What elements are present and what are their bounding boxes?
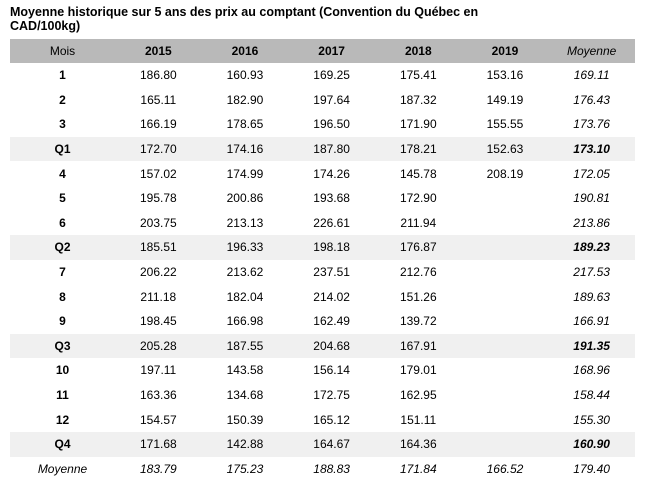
value-cell: 213.13 [226,215,264,230]
row-label-cell: Q3 [10,334,115,359]
value-cell: 178.65 [226,117,264,132]
value-cell [462,383,549,408]
value-cell [462,235,549,260]
value-cell: 166.98 [226,314,264,329]
moyenne-cell: 213.86 [573,215,610,230]
moyenne-cell: 189.63 [573,289,610,304]
moyenne-cell: 166.91 [573,314,610,329]
value-cell: 212.76 [399,265,437,280]
value-cell: 185.51 [115,235,202,260]
value-cell: 151.11 [400,412,437,427]
table-row [10,309,635,334]
value-cell [462,260,549,285]
table-row [10,112,635,137]
value-cell: 179.01 [399,363,437,378]
value-cell: 174.16 [202,137,289,162]
value-cell: 163.36 [139,388,177,403]
table-body [10,63,635,481]
moyenne-cell: 190.81 [573,191,610,206]
value-cell: 175.23 [226,461,264,476]
value-cell: 186.80 [139,68,177,83]
value-cell: 164.67 [288,432,375,457]
row-label-cell: 7 [59,265,66,280]
moyenne-cell: 179.40 [573,461,610,476]
table-row [10,407,635,432]
value-cell [462,284,549,309]
value-cell: 142.88 [202,432,289,457]
value-cell: 175.41 [399,68,437,83]
value-cell: 151.26 [399,289,437,304]
row-label-cell: Q1 [10,137,115,162]
value-cell: 226.61 [313,215,350,230]
row-label-cell: 3 [59,117,66,132]
row-label-cell: 6 [59,215,66,230]
row-label-cell: 11 [56,388,69,403]
price-table [10,39,635,481]
column-header-moyenne: Moyenne [548,39,635,63]
moyenne-cell: 189.23 [548,235,635,260]
value-cell: 200.86 [226,191,264,206]
table-row [10,161,635,186]
value-cell: 193.68 [313,191,350,206]
moyenne-cell: 155.30 [573,412,610,427]
value-cell: 198.18 [288,235,375,260]
value-cell: 197.64 [313,92,350,107]
moyenne-cell: 169.11 [573,68,610,83]
moyenne-cell: 173.10 [548,137,635,162]
quarter-row [10,137,635,162]
value-cell: 171.84 [399,461,437,476]
value-cell: 153.16 [486,68,524,83]
value-cell: 154.57 [139,412,177,427]
value-cell: 145.78 [399,166,437,181]
value-cell: 149.19 [486,92,524,107]
page-title: Moyenne historique sur 5 ans des prix au comptant (Convention du Québec en CAD/100kg) [10,5,479,33]
value-cell: 204.68 [288,334,375,359]
column-header-2018: 2018 [375,39,462,63]
value-cell: 187.32 [399,92,437,107]
value-cell: 156.14 [313,363,350,378]
value-cell: 164.36 [375,432,462,457]
value-cell: 187.55 [202,334,289,359]
table-row [10,88,635,113]
value-cell: 171.68 [115,432,202,457]
value-cell: 169.25 [313,68,350,83]
value-cell: 152.63 [462,137,549,162]
value-cell: 197.11 [140,363,177,378]
value-cell: 183.79 [139,461,177,476]
row-label-cell: Moyenne [37,461,88,476]
row-label-cell: 8 [59,289,66,304]
value-cell: 165.12 [313,412,350,427]
value-cell: 150.39 [226,412,264,427]
value-cell: 208.19 [486,166,524,181]
table-row [10,186,635,211]
row-label-cell: Q4 [10,432,115,457]
row-label-cell: 1 [59,68,66,83]
value-cell: 174.99 [226,166,264,181]
moyenne-cell: 168.96 [573,363,610,378]
quarter-row [10,432,635,457]
value-cell: 214.02 [313,289,350,304]
value-cell: 143.58 [226,363,264,378]
value-cell: 176.87 [375,235,462,260]
column-header-mois: Mois [10,39,115,63]
row-label-cell: 4 [59,166,66,181]
value-cell: 172.70 [115,137,202,162]
moyenne-cell: 173.76 [573,117,610,132]
value-cell: 213.62 [226,265,264,280]
value-cell: 155.55 [486,117,524,132]
value-cell: 187.80 [288,137,375,162]
value-cell: 167.91 [375,334,462,359]
value-cell [462,407,549,432]
value-cell: 206.22 [139,265,177,280]
moyenne-cell: 191.35 [548,334,635,359]
value-cell [462,334,549,359]
value-cell: 171.90 [399,117,437,132]
value-cell: 172.75 [313,388,350,403]
value-cell [462,358,549,383]
quarter-row [10,235,635,260]
value-cell: 139.72 [399,314,437,329]
value-cell [462,211,549,236]
column-header-2015: 2015 [115,39,202,63]
table-row [10,260,635,285]
moyenne-cell: 158.44 [573,388,610,403]
value-cell: 205.28 [115,334,202,359]
value-cell: 203.75 [139,215,177,230]
table-row [10,63,635,88]
value-cell: 166.52 [486,461,524,476]
value-cell [462,186,549,211]
row-label-cell: 9 [59,314,66,329]
value-cell: 195.78 [139,191,177,206]
value-cell [462,432,549,457]
value-cell: 211.94 [400,215,437,230]
moyenne-cell: 172.05 [573,166,610,181]
row-label-cell: 12 [55,412,70,427]
value-cell: 196.50 [313,117,350,132]
table-row [10,358,635,383]
moyenne-cell: 176.43 [573,92,610,107]
table-header [10,39,635,63]
moyenne-cell: 217.53 [573,265,610,280]
average-row [10,457,635,482]
value-cell: 162.95 [399,388,437,403]
table-row [10,383,635,408]
value-cell: 160.93 [226,68,264,83]
value-cell: 237.51 [313,265,350,280]
value-cell: 166.19 [139,117,177,132]
row-label-cell: 10 [55,363,70,378]
moyenne-cell: 160.90 [548,432,635,457]
value-cell: 134.68 [226,388,264,403]
value-cell: 162.49 [313,314,350,329]
value-cell: 172.90 [399,191,437,206]
column-header-2017: 2017 [288,39,375,63]
value-cell: 182.90 [226,92,264,107]
value-cell [462,309,549,334]
value-cell: 182.04 [226,289,264,304]
row-label-cell: 5 [59,191,66,206]
header-row [10,39,635,63]
column-header-2016: 2016 [202,39,289,63]
row-label-cell: 2 [59,92,66,107]
value-cell: 178.21 [375,137,462,162]
value-cell: 188.83 [313,461,350,476]
value-cell: 165.11 [140,92,177,107]
quarter-row [10,334,635,359]
value-cell: 196.33 [202,235,289,260]
row-label-cell: Q2 [10,235,115,260]
value-cell: 157.02 [139,166,177,181]
value-cell: 211.18 [140,289,177,304]
table-row [10,211,635,236]
value-cell: 198.45 [139,314,177,329]
column-header-2019: 2019 [462,39,549,63]
value-cell: 174.26 [313,166,350,181]
table-row [10,284,635,309]
